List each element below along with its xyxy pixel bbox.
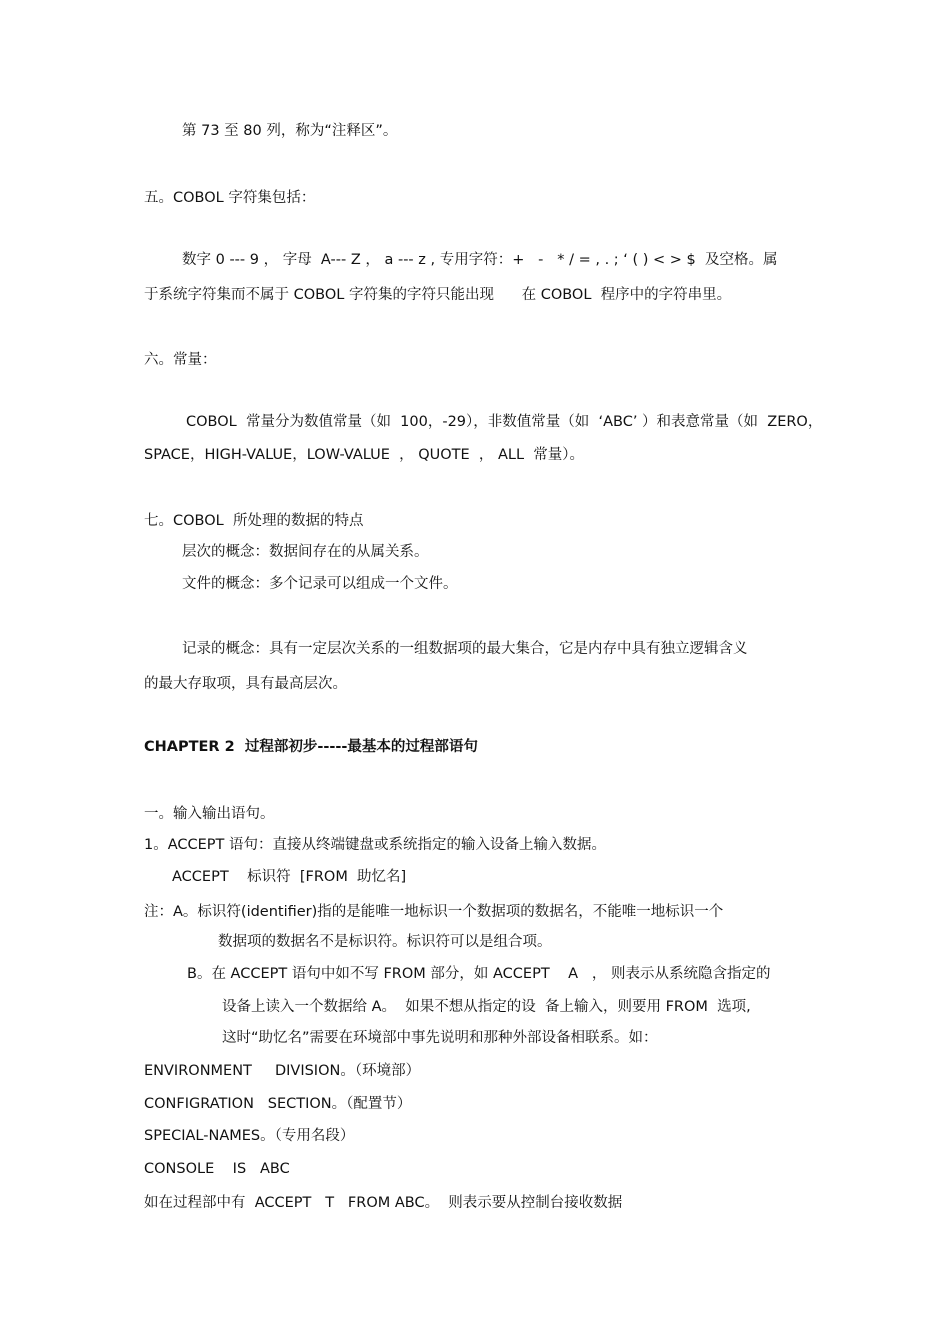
heading-io-statements: 一。输入输出语句。	[144, 806, 275, 822]
text-line-accept-example: 如在过程部中有 ACCEPT T FROM ABC。 则表示要从控制台接收数据	[144, 1195, 623, 1211]
heading-section-7: 七。COBOL 所处理的数据的特点	[144, 513, 364, 529]
text-line-note-b-3: 这时“助忆名”需要在环境部中事先说明和那种外部设备相联系。如：	[222, 1030, 658, 1046]
text-line-note-b-1: B。在 ACCEPT 语句中如不写 FROM 部分，如 ACCEPT A ， 则表示从系统隐含指定的	[187, 966, 771, 982]
text-line-col73-80: 第 73 至 80 列，称为“注释区”。	[182, 123, 398, 139]
heading-section-6: 六。常量：	[144, 352, 217, 368]
heading-section-5: 五。COBOL 字符集包括：	[144, 190, 316, 206]
text-line-constants-1: COBOL 常量分为数值常量（如 100，-29），非数值常量（如 ‘ABC’ ）和表意常量（如 ZERO，	[186, 414, 823, 430]
code-line-console: CONSOLE IS ABC	[144, 1161, 290, 1177]
text-line-constants-2: SPACE，HIGH-VALUE，LOW-VALUE ， QUOTE ， ALL 常量）。	[144, 447, 585, 463]
chapter-2-heading: CHAPTER 2 过程部初步-----最基本的过程部语句	[144, 739, 478, 755]
text-line-charset-1: 数字 0 --- 9 ， 字母 A--- Z ， a --- z , 专用字符：+ - * / = , . ; ‘ ( ) < > $ 及空格。属	[182, 252, 778, 268]
text-line-note-b-2: 设备上读入一个数据给 A。 如果不想从指定的设 备上输入，则要用 FROM 选项,	[222, 999, 751, 1015]
text-line-accept-def: 1。ACCEPT 语句：直接从终端键盘或系统指定的输入设备上输入数据。	[144, 837, 607, 853]
code-line-environment: ENVIRONMENT DIVISION。（环境部）	[144, 1063, 421, 1079]
code-line-configuration: CONFIGRATION SECTION。（配置节）	[144, 1096, 412, 1112]
text-line-note-a-1: 注：A。标识符(identifier)指的是能唯一地标识一个数据项的数据名，不能唯一地标识一个	[144, 904, 724, 920]
text-line-record-2: 的最大存取项，具有最高层次。	[144, 676, 347, 692]
text-line-file: 文件的概念：多个记录可以组成一个文件。	[182, 576, 458, 592]
text-line-accept-syntax: ACCEPT 标识符 [FROM 助忆名]	[172, 869, 407, 885]
code-line-special-names: SPECIAL-NAMES。（专用名段）	[144, 1128, 355, 1144]
text-line-note-a-2: 数据项的数据名不是标识符。标识符可以是组合项。	[218, 934, 552, 950]
text-line-charset-2: 于系统字符集而不属于 COBOL 字符集的字符只能出现 在 COBOL 程序中的字符串里。	[144, 287, 732, 303]
text-line-record-1: 记录的概念：具有一定层次关系的一组数据项的最大集合，它是内存中具有独立逻辑含义	[182, 641, 748, 657]
text-line-hierarchy: 层次的概念：数据间存在的从属关系。	[182, 544, 429, 560]
